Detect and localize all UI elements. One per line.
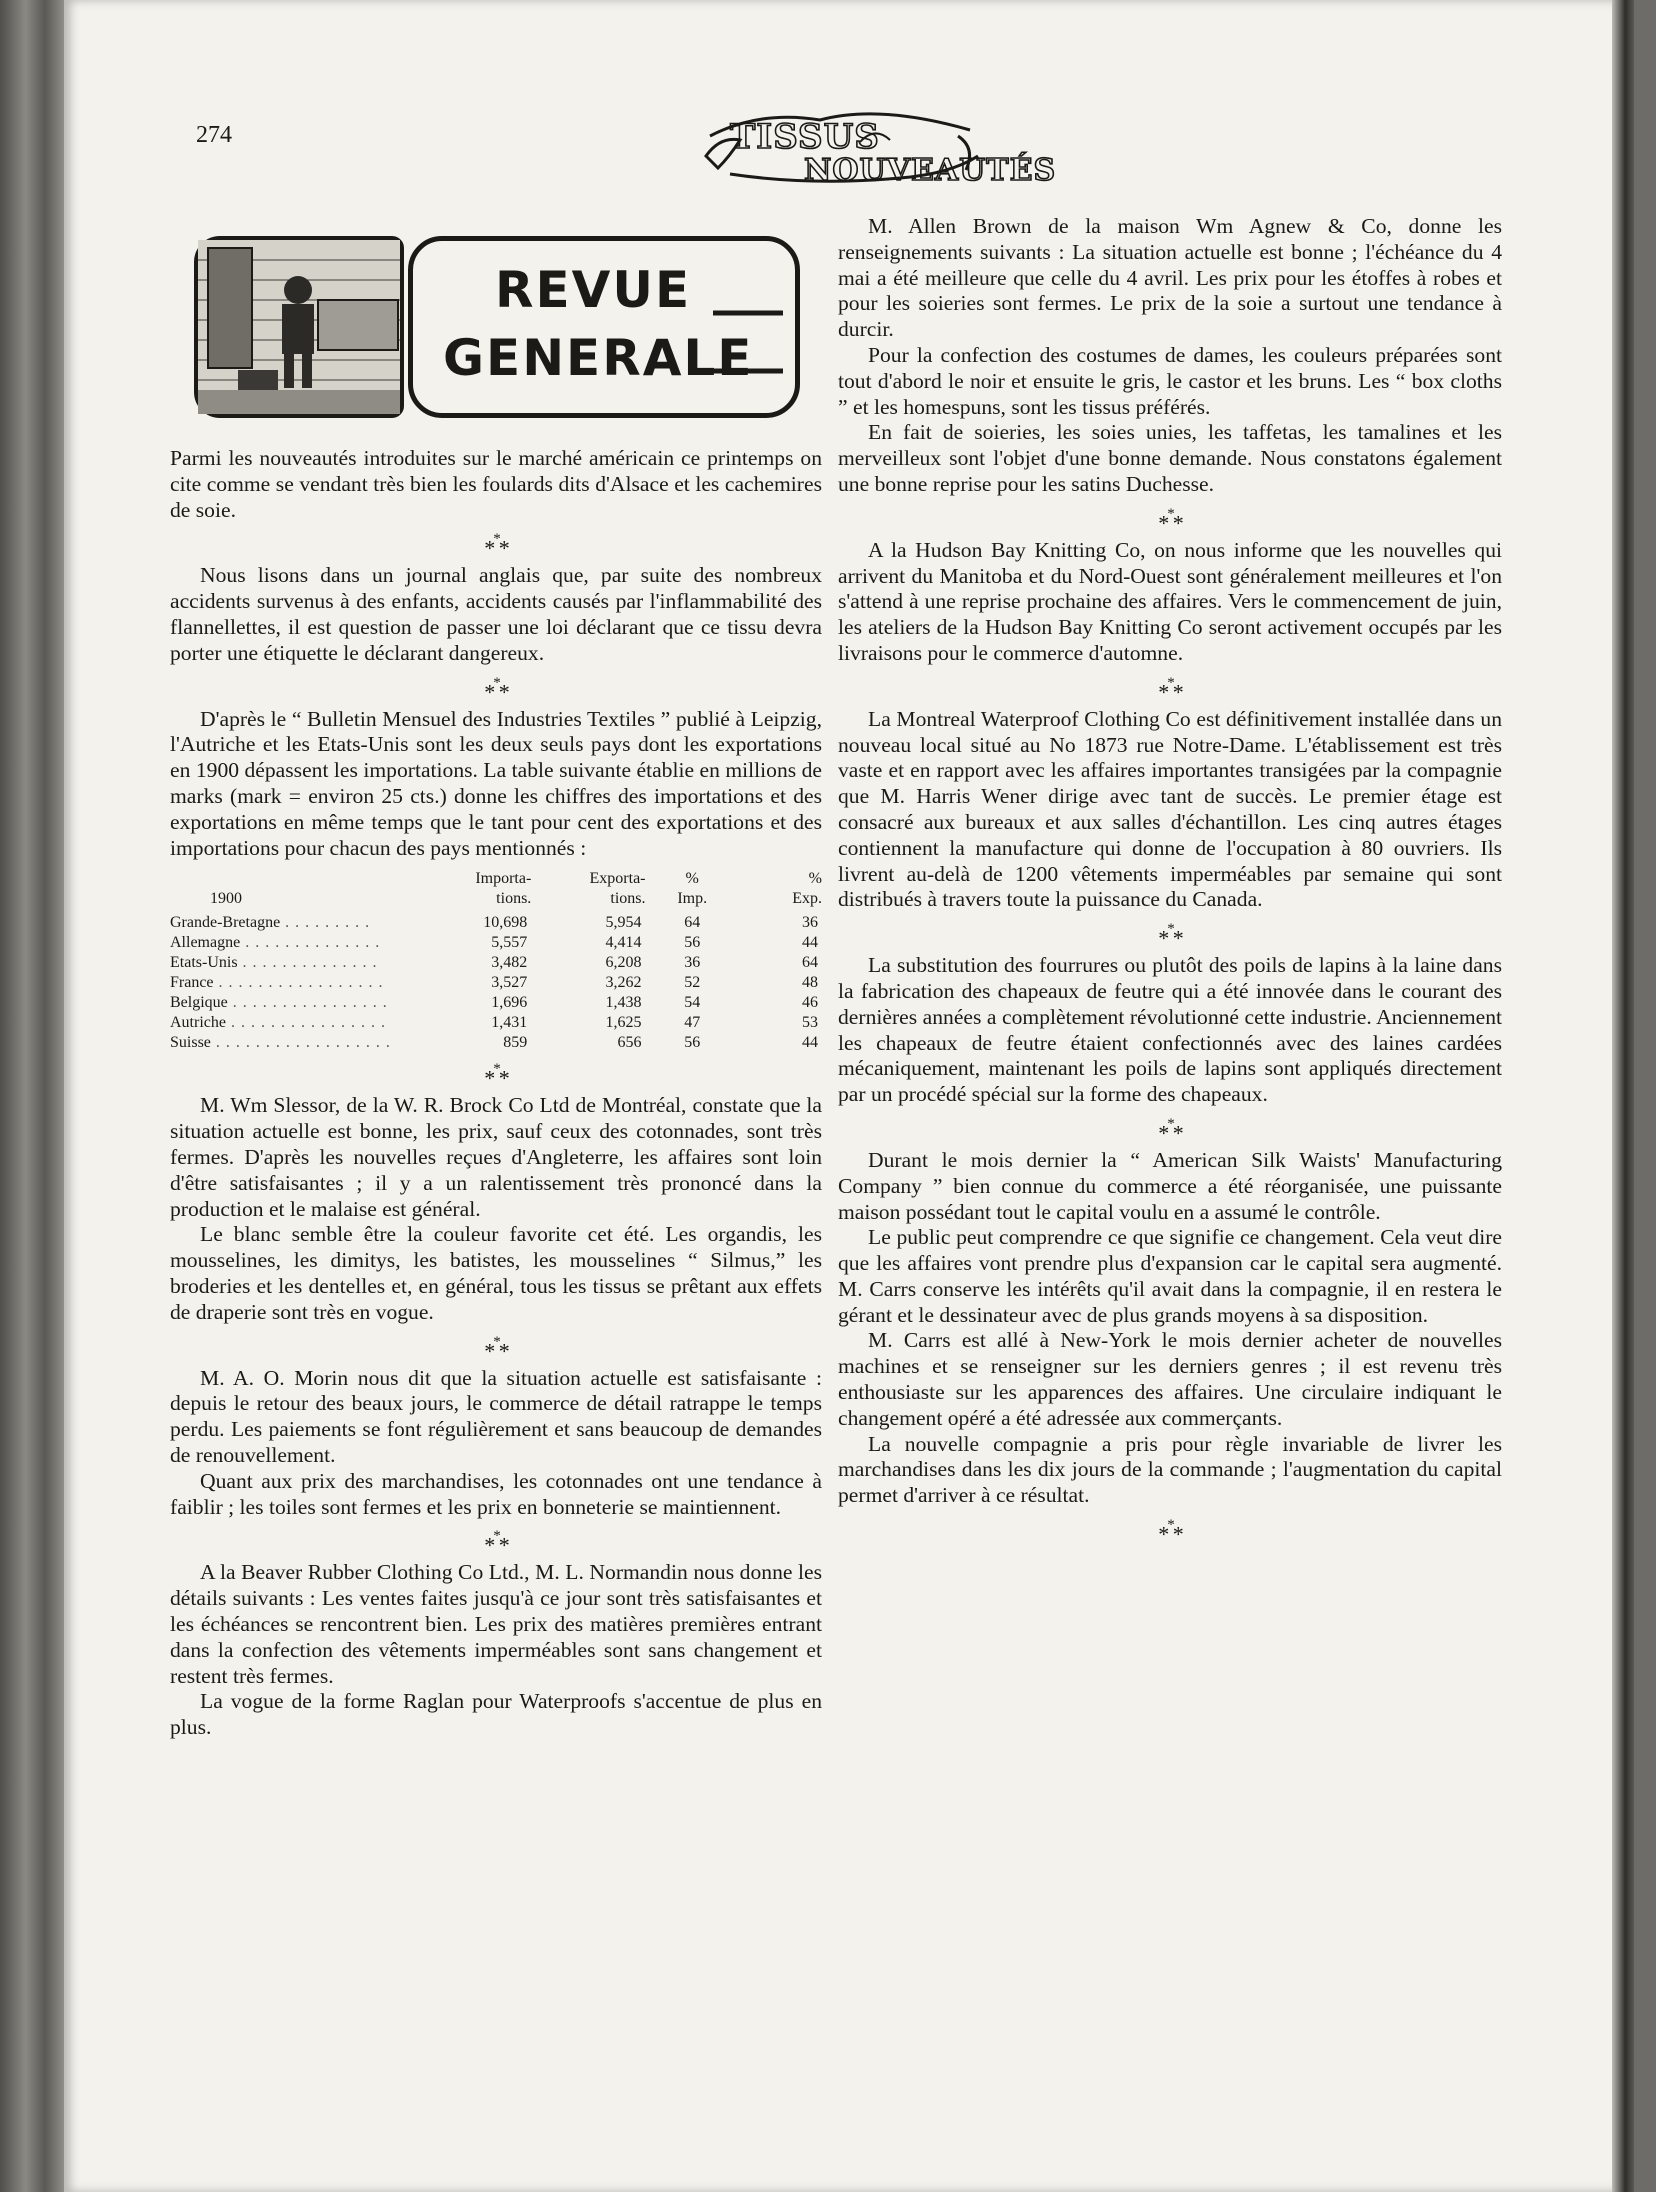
asterism-divider: *** <box>1158 1115 1182 1146</box>
leader-dots: . . . . . . . . . . . . . . <box>240 934 381 952</box>
header-exports: Exporta- tions. <box>589 870 646 908</box>
pct-exp-value: 53 <box>802 1014 818 1032</box>
country-name: Etats-Unis <box>170 954 238 972</box>
title-line-2: GENERALE <box>443 329 754 387</box>
header-year: 1900 <box>210 890 242 908</box>
paragraph: Quant aux prix des marchandises, les cotonnades ont une tendance à faiblir ; les toiles sont fermes et les prix en bonneterie se maintiennent. <box>170 1468 822 1519</box>
asterism-divider: *** <box>1158 1517 1182 1547</box>
table-header-row <box>170 869 822 913</box>
imports-value: 3,527 <box>491 974 528 992</box>
paragraph: M. Allen Brown de la maison Wm Agnew & Co, donne les renseignements suivants : La situation actuelle est bonne ; l'échéance du 4 mai a été meilleure que celle du 4 avril. Les prix pour les étoffes à robes et pour les soieries sont fermes. Le prix de la soie a surtout une tendance à durcir. <box>838 214 1502 342</box>
pct-imp-value: 36 <box>684 954 701 972</box>
pct-exp-value: 44 <box>802 934 818 952</box>
asterism-divider: *** <box>484 1061 508 1091</box>
leader-dots: . . . . . . . . . . . . . . <box>237 954 378 972</box>
exports-value: 1,625 <box>605 1014 642 1032</box>
title-ornament <box>413 241 795 413</box>
imports-value: 3,482 <box>491 954 528 972</box>
tailor-shop-icon <box>198 240 400 414</box>
exports-value: 3,262 <box>605 974 642 992</box>
table-row <box>170 953 822 973</box>
pct-imp-value: 54 <box>684 994 701 1012</box>
masthead-logo <box>700 96 1057 192</box>
country-name: France <box>170 974 214 992</box>
header-pct-exp: % Exp. <box>792 870 822 908</box>
country-name: Belgique <box>170 994 228 1012</box>
exports-value: 4,414 <box>605 934 642 952</box>
imports-value: 1,431 <box>491 1014 528 1032</box>
leader-dots: . . . . . . . . . . . . . . . . <box>225 1014 386 1032</box>
pct-imp-value: 64 <box>684 914 701 932</box>
page-number: 274 <box>196 122 232 148</box>
import-export-table <box>170 869 822 1053</box>
leader-dots: . . . . . . . . . . . . . . . . . . <box>210 1034 391 1052</box>
leader-dots: . . . . . . . . . . . . . . . . <box>227 994 388 1012</box>
imports-value: 10,698 <box>483 914 528 932</box>
paragraph: A la Beaver Rubber Clothing Co Ltd., M. L. Normandin nous donne les détails suivants : Les ventes faites jusqu'à ce jour sont très satisfaisantes et les échéances se rencontrent bien. Les prix des matières premières entrant dans la confection des vêtements imperméables sont sans changement et restent très fermes. <box>170 1560 822 1688</box>
asterism-divider: *** <box>484 674 508 704</box>
page-edge <box>1612 0 1634 2192</box>
exports-value: 656 <box>617 1034 642 1052</box>
section-header <box>194 236 800 418</box>
exports-value: 1,438 <box>605 994 642 1012</box>
imports-value: 1,696 <box>491 994 528 1012</box>
table-row <box>170 933 822 953</box>
paragraph: Le blanc semble être la couleur favorite cet été. Les organdis, les mousselines, les dimitys, les batistes, les mousselines “ Silmus,” les broderies et les dentelles et, en général, tous les tissus se prêtant aux effets de draperie sont très en vogue. <box>170 1222 822 1324</box>
asterism-divider: *** <box>1158 921 1182 951</box>
svg-text:TISSUS: TISSUS <box>730 117 880 157</box>
paragraph: M. A. O. Morin nous dit que la situation actuelle est satisfaisante : depuis le retour des beaux jours, le commerce de détail ratrappe le temps perdu. Les paiements se font régulièrement et sans beaucoup de demandes de renouvellement. <box>170 1365 822 1467</box>
table-row <box>170 913 822 933</box>
paragraph: La nouvelle compagnie a pris pour règle invariable de livrer les marchandises dans les dix jours de la commande ; l'augmentation du capital permet d'arriver à ce résultat. <box>838 1431 1502 1508</box>
table-row <box>170 973 822 993</box>
paragraph: A la Hudson Bay Knitting Co, on nous informe que les nouvelles qui arrivent du Manitoba et du Nord-Ouest sont généralement meilleures et l'on s'attend à une reprise prochaine des affaires. Vers le commencement de juin, les ateliers de la Hudson Bay Knitting Co seront activement occupés par les livraisons pour le commerce d'automne. <box>838 537 1502 665</box>
leader-dots: . . . . . . . . . . . . . . . . . <box>213 974 384 992</box>
paragraph: Le public peut comprendre ce que signifie ce changement. Cela veut dire que les affaires vont prendre plus d'expansion car le capital sera augmenté. M. Carrs conserve les intérêts qu'il avait dans la compagnie, il en restera le gérant et le dessinateur avec de plus grands moyens à sa disposition. <box>838 1225 1502 1327</box>
title-line-1: REVUE <box>495 261 692 319</box>
paragraph: En fait de soieries, les soies unies, les taffetas, les tamalines et les merveilleux sont l'objet d'une bonne demande. Nous constatons également une bonne reprise pour les satins Duchesse. <box>838 420 1502 496</box>
paragraph: M. Wm Slessor, de la W. R. Brock Co Ltd de Montréal, constate que la situation actuelle est bonne, les prix, sauf ceux des cotonnades, sont très fermes. D'après les nouvelles reçues d'Angleterre, les affaires sont loin d'être satisfaisantes ; il y a un ralentissement très prononcé dans la production et le malaise est général. <box>170 1093 822 1221</box>
asterism-divider: *** <box>1158 674 1182 705</box>
asterism-divider: *** <box>484 531 508 561</box>
country-name: Autriche <box>170 1014 226 1032</box>
pct-imp-value: 56 <box>684 1034 701 1052</box>
paragraph: Parmi les nouveautés introduites sur le marché américain ce printemps on cite comme se vendant très bien les foulards dits d'Alsace et les cachemires de soie. <box>170 446 822 522</box>
tailor-illustration <box>194 236 404 418</box>
leader-dots: . . . . . . . . . <box>280 914 371 932</box>
exports-value: 5,954 <box>605 914 642 932</box>
pct-imp-value: 47 <box>684 1014 701 1032</box>
pct-exp-value: 36 <box>802 914 818 932</box>
pct-exp-value: 46 <box>802 994 818 1012</box>
imports-value: 859 <box>503 1034 528 1052</box>
table-row <box>170 1013 822 1033</box>
asterism-divider: *** <box>484 1333 508 1363</box>
country-name: Grande-Bretagne <box>170 914 281 932</box>
paragraph: Pour la confection des costumes de dames, les couleurs préparées sont tout d'abord le noir et ensuite le gris, le castor et les bruns. Les “ box cloths ” et les homespuns, sont les tissus préférés. <box>838 342 1502 419</box>
table-row <box>170 993 822 1013</box>
header-pct-imp: % Imp. <box>677 870 708 908</box>
title-frame <box>408 236 800 418</box>
left-column <box>170 446 822 1741</box>
imports-value: 5,557 <box>491 934 528 952</box>
paragraph: Durant le mois dernier la “ American Silk Waists' Manufacturing Company ” bien connue du commerce a été réorganisée, une puissante maison possédant tout le capital voulu en a assumé le contrôle. <box>838 1147 1502 1224</box>
paragraph: La vogue de la forme Raglan pour Waterproofs s'accentue de plus en plus. <box>170 1689 822 1740</box>
right-column <box>838 214 1502 1549</box>
paragraph: D'après le “ Bulletin Mensuel des Industries Textiles ” publié à Leipzig, l'Autriche et les Etats-Unis sont les deux seuls pays dont les exportations en 1900 dépassent les importations. La table suivante établie en millions de marks (mark = environ 25 cts.) donne les chiffres des importations et des exportations en même temps que le tant pour cent des exportations et des importations pour chacun des pays mentionnés : <box>170 706 822 860</box>
svg-text:NOUVEAUTÉS: NOUVEAUTÉS <box>804 153 1057 188</box>
country-name: Suisse <box>170 1034 211 1052</box>
book-binding <box>0 0 64 2192</box>
country-name: Allemagne <box>170 934 241 952</box>
table-row <box>170 1033 822 1053</box>
pct-exp-value: 44 <box>802 1034 818 1052</box>
exports-value: 6,208 <box>605 954 642 972</box>
asterism-divider: *** <box>484 1528 508 1558</box>
pct-imp-value: 56 <box>684 934 701 952</box>
pct-imp-value: 52 <box>684 974 701 992</box>
paragraph: M. Carrs est allé à New-York le mois dernier acheter de nouvelles machines et se renseigner sur les derniers genres ; il est revenu très enthousiaste sur les apparences des affaires. Une circulaire indiquant le changement opéré a été adressée aux commerçants. <box>838 1328 1502 1430</box>
header-imports: Importa- tions. <box>475 870 532 908</box>
asterism-divider: *** <box>1158 505 1182 536</box>
pct-exp-value: 64 <box>802 954 818 972</box>
paragraph: Nous lisons dans un journal anglais que, par suite des nombreux accidents survenus à des enfants, accidents causés par l'inflammabilité des flannellettes, il est question de passer une loi déclarant que ce tissu devra porter une étiquette le déclarant dangereux. <box>170 563 822 665</box>
paragraph: La Montreal Waterproof Clothing Co est définitivement installée dans un nouveau local situé au No 1873 rue Notre-Dame. L'établissement est très vaste et en rapport avec les affaires importantes transigées par la compagnie que M. Harris Wener dirige avec tant de succès. Le premier étage est consacré aux bureaux et aux salles d'échantillon. Les cinq autres étages contiennent la manufacture qui donne de l'occupation à 80 ouvriers. Ils livrent au-delà de 1200 vêtements imperméables par semaine qui sont distribués à travers toute la puissance du Canada. <box>838 706 1502 912</box>
pct-exp-value: 48 <box>802 974 818 992</box>
paragraph: La substitution des fourrures ou plutôt des poils de lapins à la laine dans la fabrication des chapeaux de feutre qui a été innovée dans le courant des dernières années a complètement révolutionné cette industrie. Anciennement les chapeaux de feutre étaient confectionnés avec des laines cardées mécaniquement, maintenant les poils de lapins sont appliqués directement par un procédé spécial sur la forme des chapeaux. <box>838 953 1502 1107</box>
